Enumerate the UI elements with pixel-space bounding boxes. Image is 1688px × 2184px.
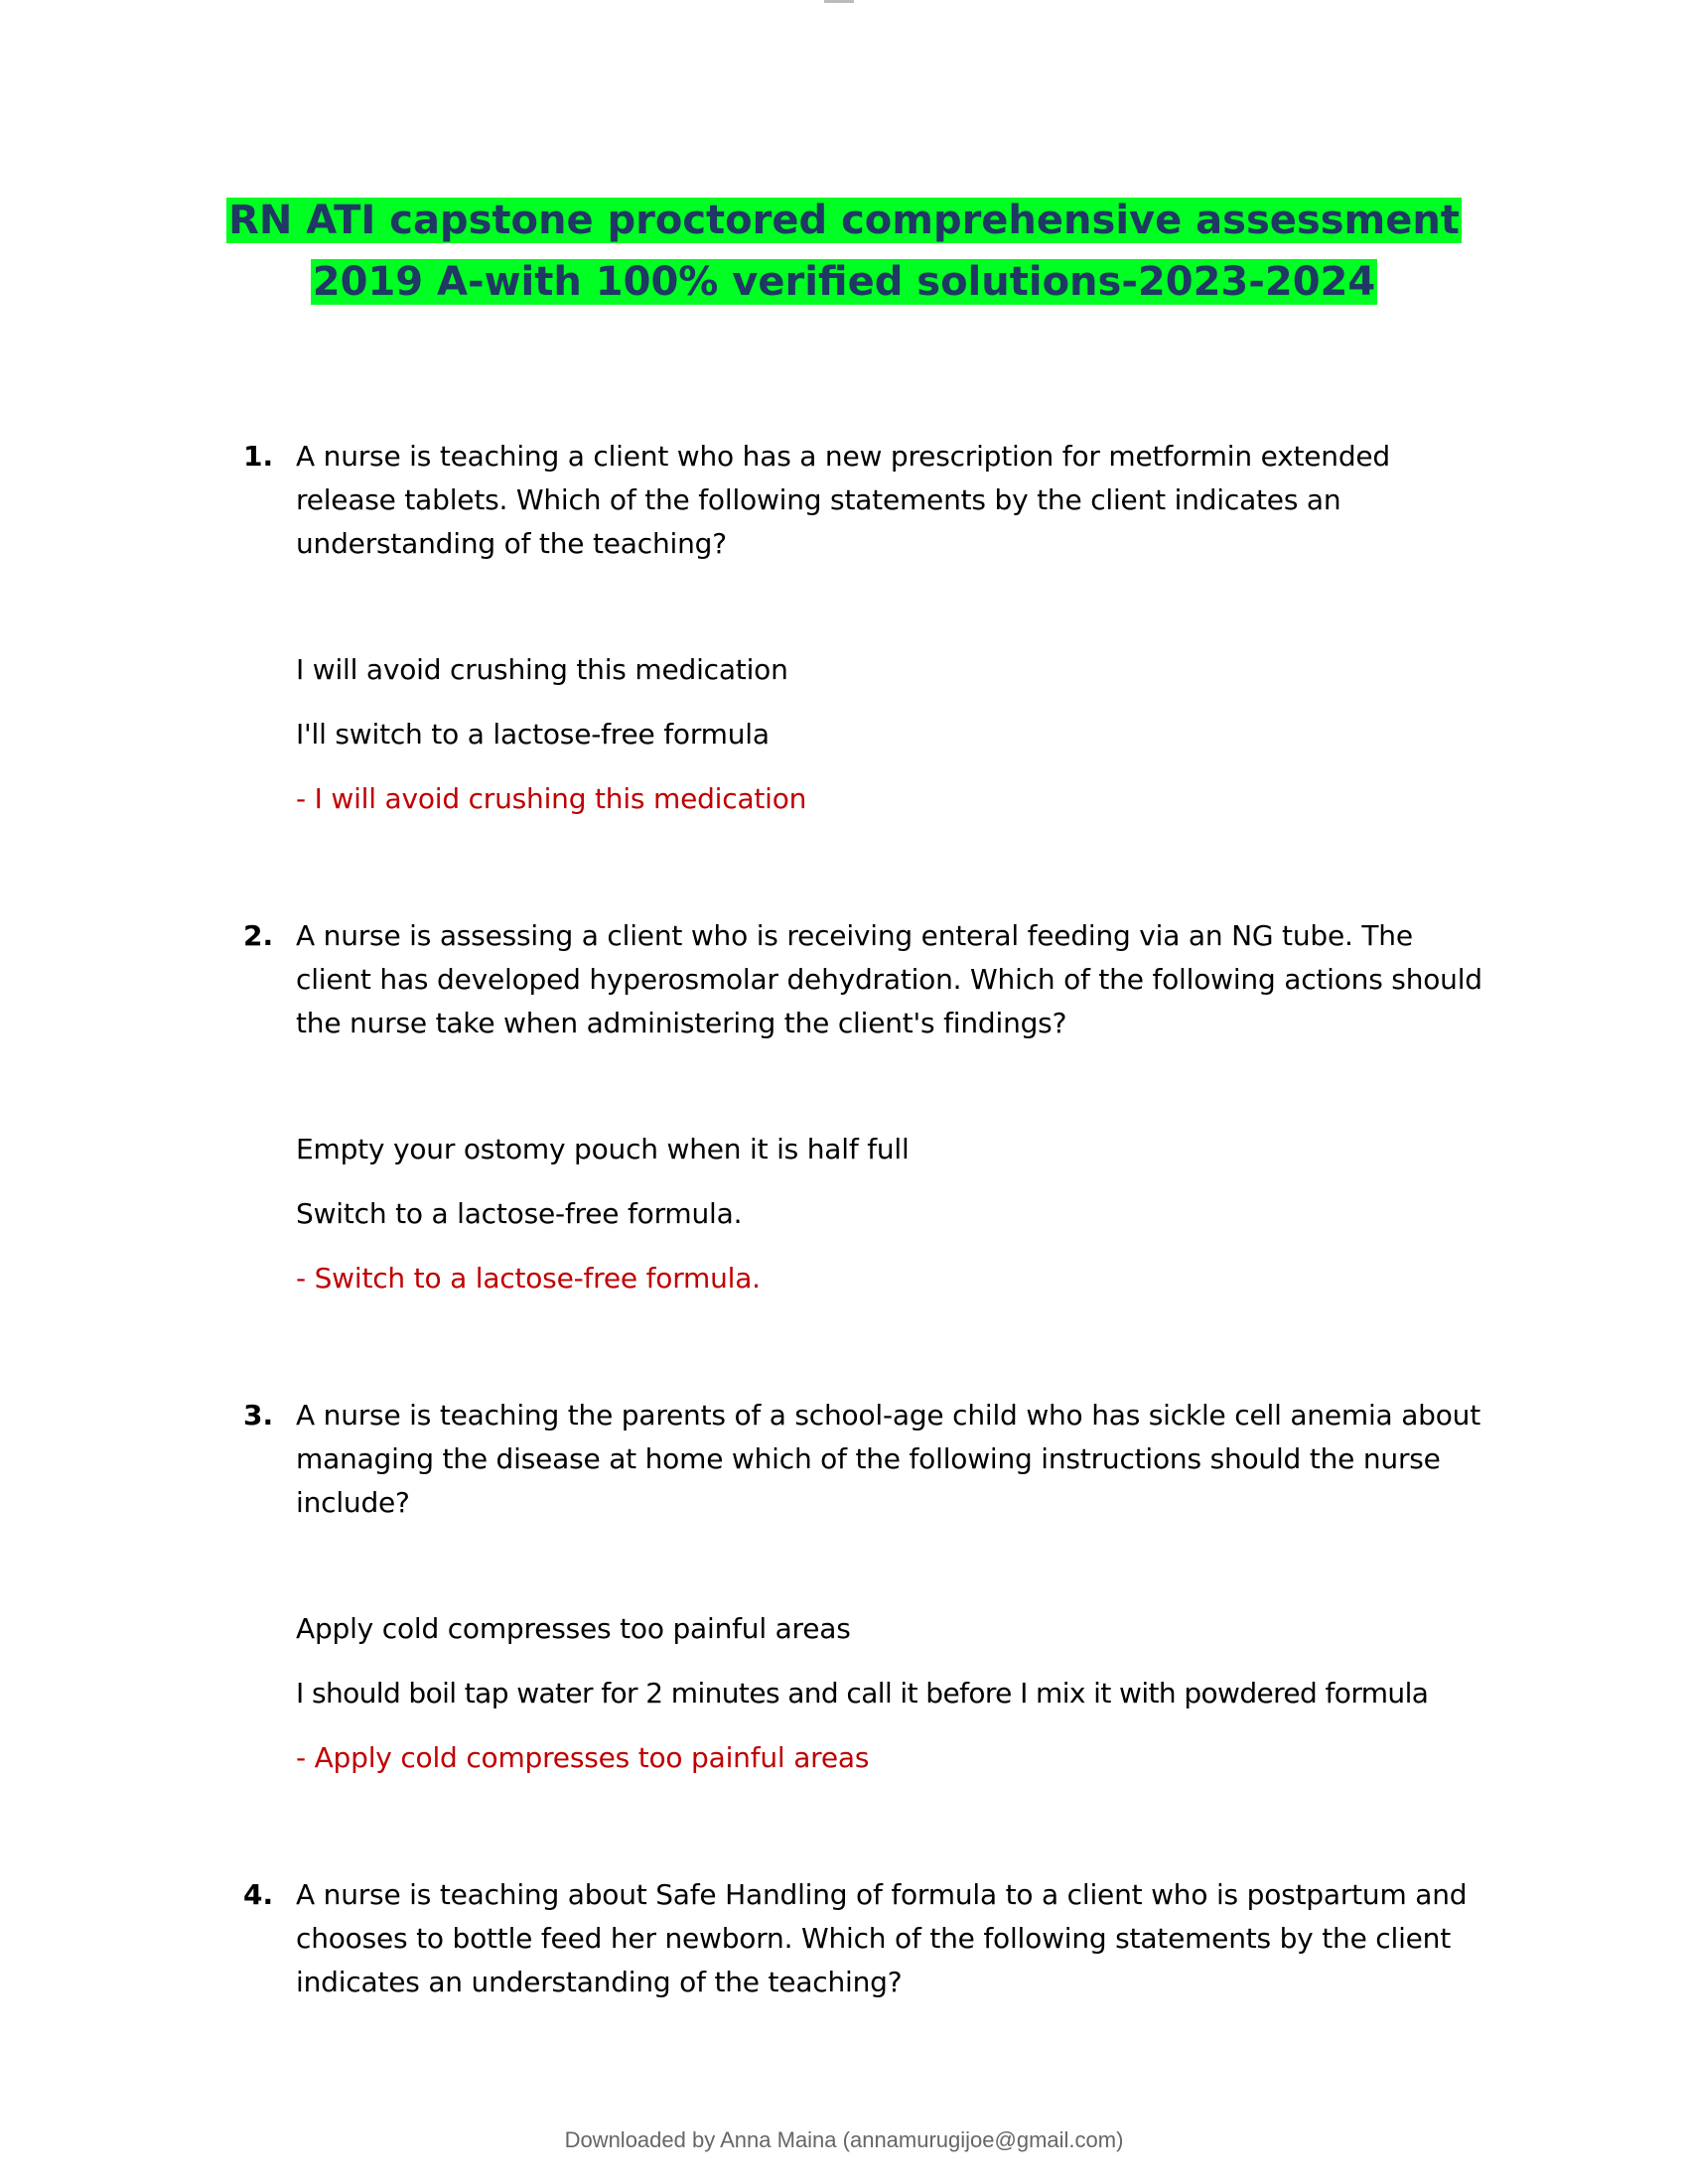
answer-option: I'll switch to a lactose-free formula [296,718,770,751]
correct-answer: - Apply cold compresses too painful areas [296,1741,870,1774]
document-title [0,190,1688,313]
download-footer: Downloaded by Anna Maina (annamurugijoe@gmail.com) [564,2127,1124,2152]
correct-answer: - Switch to a lactose-free formula. [296,1262,761,1295]
answer-option: I should boil tap water for 2 minutes and call it before I mix it with powdered formula [296,1677,1429,1709]
question-text: A nurse is assessing a client who is receiving enteral feeding via an NG tube. The client has developed hyperosmolar dehydration. Which of the following actions should the nurse take when administering the client's findings? [296,919,1482,1039]
question-text: A nurse is teaching about Safe Handling of formula to a client who is postpartum and chooses to bottle feed her newborn. Which of the following statements by the client indicates an understanding of the teaching? [296,1878,1468,1998]
question-number: 1. [243,440,274,473]
answer-option: I will avoid crushing this medication [296,653,788,686]
question-text: A nurse is teaching the parents of a school-age child who has sickle cell anemia about managing the disease at home which of the following instructions should the nurse include? [296,1399,1480,1519]
title-line-1: RN ATI capstone proctored comprehensive assessment [228,198,1460,243]
title-line-2: 2019 A-with 100% verified solutions-2023-2024 [312,259,1376,305]
question-text: A nurse is teaching a client who has a new prescription for metformin extended release tablets. Which of the following statements by the client indicates an understanding of the teaching? [296,440,1391,560]
answer-option: Apply cold compresses too painful areas [296,1612,851,1645]
answer-option: Empty your ostomy pouch when it is half full [296,1133,910,1165]
question-number: 2. [243,919,274,952]
correct-answer: - I will avoid crushing this medication [296,782,807,815]
question-number: 3. [243,1399,274,1432]
top-watermark-mark [824,0,854,3]
question-number: 4. [243,1878,274,1911]
answer-option: Switch to a lactose-free formula. [296,1197,743,1230]
